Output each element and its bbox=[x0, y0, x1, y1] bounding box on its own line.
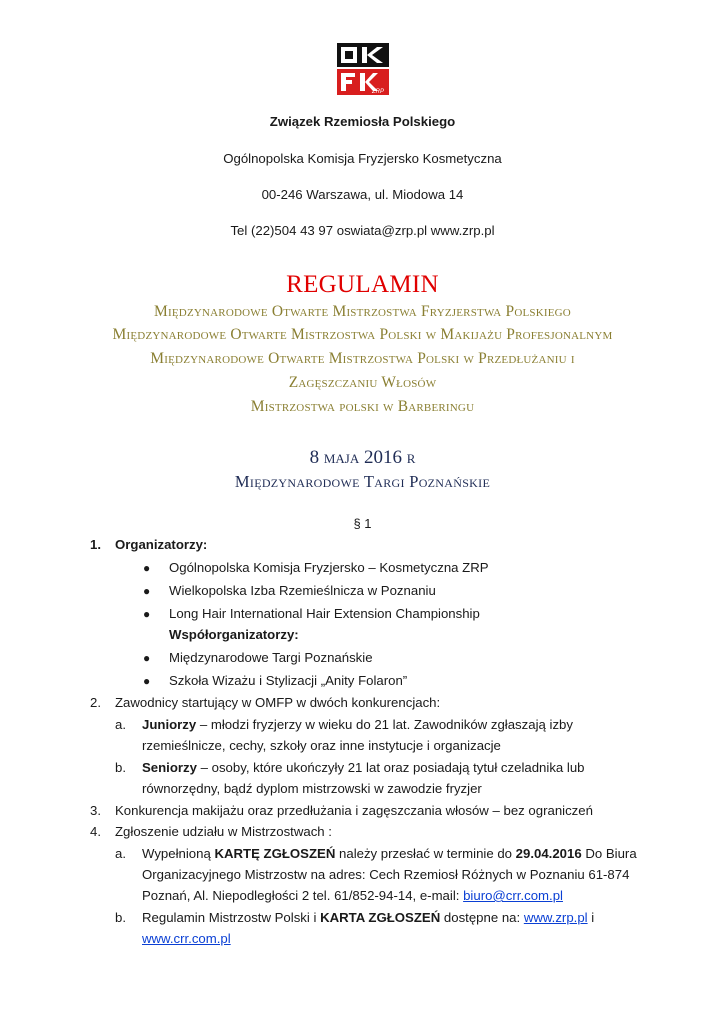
subitem-label: b. bbox=[115, 760, 126, 775]
commission-name: Ogólnopolska Komisja Fryzjersko Kosmetyczna bbox=[223, 151, 502, 166]
coorganizer-item: Międzynarodowe Targi Poznańskie bbox=[169, 650, 373, 665]
paragraph-mark: § 1 bbox=[353, 516, 372, 531]
subitem-text: równorzędny, bądź dyplom mistrzowski w zawodzie fryzjer bbox=[142, 781, 482, 796]
subitem-text: Wypełnioną KARTĘ ZGŁOSZEŃ należy przesłać w terminie do 29.04.2016 Do Biura bbox=[142, 846, 637, 861]
bullet-icon: ● bbox=[143, 607, 151, 621]
subitem-text bbox=[142, 931, 231, 947]
section-number: 4. bbox=[90, 824, 101, 839]
subitem-text: rzemieślnicze, cechy, szkoły oraz inne instytucje i organizacje bbox=[142, 738, 501, 753]
bullet-icon: ● bbox=[143, 674, 151, 688]
section-title: Organizatorzy: bbox=[115, 537, 208, 552]
section-number: 1. bbox=[90, 537, 101, 552]
okfk-zrp-logo bbox=[336, 42, 390, 96]
section-text: Zgłoszenie udziału w Mistrzostwach : bbox=[115, 824, 332, 839]
subitem-text: Seniorzy – osoby, które ukończyły 21 lat oraz posiadają tytuł czeladnika lub bbox=[142, 760, 585, 775]
zrp-website-link[interactable]: www.zrp.pl bbox=[523, 910, 588, 925]
section-text: Konkurencja makijażu oraz przedłużania i zagęszczania włosów – bez ograniczeń bbox=[115, 803, 593, 818]
crr-website-link[interactable]: www.crr.com.pl bbox=[142, 931, 231, 946]
bullet-icon: ● bbox=[143, 651, 151, 665]
subitem-text: Poznań, Al. Niepodległości 2 tel. 61/852-94-14, e-mail: biuro@crr.com.pl bbox=[142, 888, 563, 903]
address: 00-246 Warszawa, ul. Miodowa 14 bbox=[261, 187, 464, 202]
event-date: 8 maja 2016 r bbox=[309, 447, 416, 468]
championship-line: Międzynarodowe Otwarte Mistrzostwa Fryzjerstwa Polskiego bbox=[154, 303, 571, 320]
subitem-label: a. bbox=[115, 717, 126, 732]
subitem-text: Regulamin Mistrzostw Polski i KARTA ZGŁOSZEŃ dostępne na: www.zrp.pl i bbox=[142, 910, 595, 925]
page-title: REGULAMIN bbox=[286, 271, 439, 298]
logo-mark: ZRP bbox=[372, 89, 384, 95]
championship-line: Międzynarodowe Otwarte Mistrzostwa Polski w Makijażu Profesjonalnym bbox=[112, 326, 613, 343]
organizer-item: Wielkopolska Izba Rzemieślnicza w Poznaniu bbox=[169, 583, 436, 598]
championship-line: Zagęszczaniu Włosów bbox=[288, 374, 437, 391]
section-number: 2. bbox=[90, 695, 101, 710]
bullet-icon: ● bbox=[143, 561, 151, 575]
organizer-item: Long Hair International Hair Extension Championship bbox=[169, 606, 480, 621]
bullet-icon: ● bbox=[143, 584, 151, 598]
event-venue: Międzynarodowe Targi Poznańskie bbox=[234, 472, 491, 491]
subitem-label: a. bbox=[115, 846, 126, 861]
subitem-text: Organizacyjnego Mistrzostw na adres: Cech Rzemiosł Różnych w Poznaniu 61-874 bbox=[142, 867, 630, 882]
section-text: Zawodnicy startujący w OMFP w dwóch konkurencjach: bbox=[115, 695, 441, 710]
subitem-label: b. bbox=[115, 910, 126, 925]
championship-line: Międzynarodowe Otwarte Mistrzostwa Polski w Przedłużaniu i bbox=[150, 350, 575, 367]
org-name: Związek Rzemiosła Polskiego bbox=[269, 114, 456, 129]
organizer-item: Ogólnopolska Komisja Fryzjersko – Kosmetyczna ZRP bbox=[169, 560, 489, 575]
section-number: 3. bbox=[90, 803, 101, 818]
contact-line: Tel (22)504 43 97 oswiata@zrp.pl www.zrp.pl bbox=[230, 223, 495, 238]
coorganizers-title: Współorganizatorzy: bbox=[169, 627, 299, 642]
subitem-text: Juniorzy – młodzi fryzjerzy w wieku do 21 lat. Zawodników zgłaszają izby bbox=[142, 717, 573, 732]
championship-line: Mistrzostwa polski w Barberingu bbox=[250, 398, 475, 415]
email-link[interactable]: biuro@crr.com.pl bbox=[463, 888, 563, 903]
coorganizer-item: Szkoła Wizażu i Stylizacji „Anity Folaron” bbox=[169, 673, 408, 688]
